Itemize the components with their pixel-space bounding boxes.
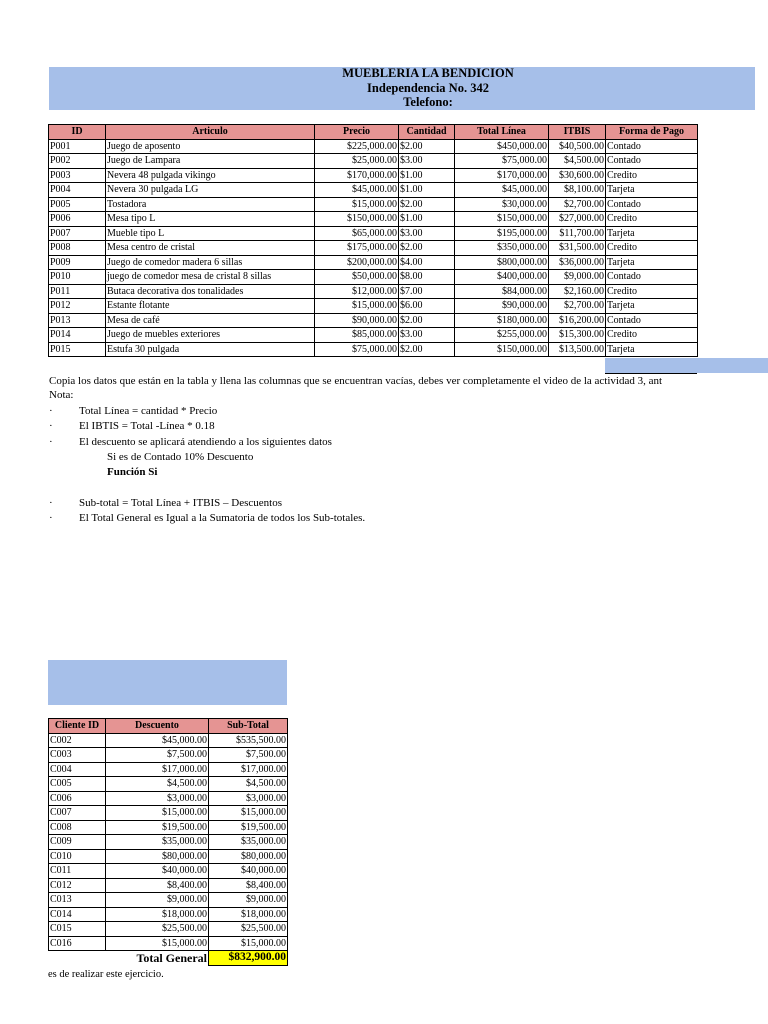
- cell-id[interactable]: P006: [49, 212, 106, 227]
- cell-forma-pago[interactable]: Contado: [606, 197, 698, 212]
- cell-precio[interactable]: $50,000.00: [315, 270, 399, 285]
- cell-cantidad[interactable]: $7.00: [399, 284, 455, 299]
- product-row: [49, 313, 698, 328]
- cell-total-linea[interactable]: $180,000.00: [455, 313, 549, 328]
- product-row: [49, 342, 698, 357]
- cell-articulo[interactable]: Estante flotante: [106, 299, 315, 314]
- cell-total-linea[interactable]: $150,000.00: [455, 212, 549, 227]
- side-band: [605, 358, 768, 373]
- cell-cantidad[interactable]: $1.00: [399, 183, 455, 198]
- cell-articulo[interactable]: Estufa 30 pulgada: [106, 342, 315, 357]
- cell-forma-pago[interactable]: Contado: [606, 139, 698, 154]
- col-header-descuento[interactable]: Descuento: [106, 719, 209, 734]
- store-address: Independencia No. 342: [367, 81, 489, 95]
- cell-articulo[interactable]: juego de comedor mesa de cristal 8 sillas: [106, 270, 315, 285]
- bullet-5: ·: [49, 512, 53, 524]
- product-row: [49, 139, 698, 154]
- cell-total-linea[interactable]: $75,000.00: [455, 154, 549, 169]
- cell-itbis[interactable]: $2,160.00: [549, 284, 606, 299]
- cell-total-linea[interactable]: $84,000.00: [455, 284, 549, 299]
- cell-itbis[interactable]: $36,000.00: [549, 255, 606, 270]
- cell-subtotal[interactable]: $535,500.00: [209, 733, 288, 748]
- col-header-forma-pago[interactable]: Forma de Pago: [606, 125, 698, 140]
- client-row: [49, 907, 288, 922]
- client-row: [49, 922, 288, 937]
- cell-forma-pago[interactable]: Tarjeta: [606, 299, 698, 314]
- cell-id[interactable]: P008: [49, 241, 106, 256]
- cell-id[interactable]: P002: [49, 154, 106, 169]
- bullet-1: ·: [49, 405, 53, 417]
- cell-cliente-id[interactable]: C012: [49, 878, 106, 893]
- cell-articulo[interactable]: Juego de muebles exteriores: [106, 328, 315, 343]
- cell-articulo[interactable]: Mueble tipo L: [106, 226, 315, 241]
- cell-articulo[interactable]: Tostadora: [106, 197, 315, 212]
- cell-cliente-id[interactable]: C003: [49, 748, 106, 763]
- cell-descuento[interactable]: $25,500.00: [106, 922, 209, 937]
- product-row: [49, 226, 698, 241]
- cell-articulo[interactable]: Mesa de café: [106, 313, 315, 328]
- cell-descuento[interactable]: $35,000.00: [106, 835, 209, 850]
- products-header-row: [49, 125, 698, 140]
- cell-precio[interactable]: $45,000.00: [315, 183, 399, 198]
- cell-id[interactable]: P010: [49, 270, 106, 285]
- cell-articulo[interactable]: Butaca decorativa dos tonalidades: [106, 284, 315, 299]
- client-row: [49, 820, 288, 835]
- clients-header-band: [48, 660, 287, 705]
- product-row: [49, 168, 698, 183]
- cell-total-linea[interactable]: $400,000.00: [455, 270, 549, 285]
- client-row: [49, 791, 288, 806]
- product-row: [49, 255, 698, 270]
- cell-forma-pago[interactable]: Tarjeta: [606, 255, 698, 270]
- instruction-funcion-si: Función Si: [107, 466, 158, 478]
- cell-cantidad[interactable]: $3.00: [399, 154, 455, 169]
- cell-subtotal[interactable]: $4,500.00: [209, 777, 288, 792]
- cell-precio[interactable]: $170,000.00: [315, 168, 399, 183]
- cell-cantidad[interactable]: $3.00: [399, 328, 455, 343]
- cell-cliente-id[interactable]: C004: [49, 762, 106, 777]
- cell-total-linea[interactable]: $90,000.00: [455, 299, 549, 314]
- bullet-2: ·: [49, 420, 53, 432]
- cell-total-linea[interactable]: $45,000.00: [455, 183, 549, 198]
- cell-forma-pago[interactable]: Credito: [606, 212, 698, 227]
- cell-itbis[interactable]: $2,700.00: [549, 299, 606, 314]
- cell-total-linea[interactable]: $170,000.00: [455, 168, 549, 183]
- products-table: [48, 124, 698, 357]
- product-row: [49, 197, 698, 212]
- cell-forma-pago[interactable]: Contado: [606, 313, 698, 328]
- cell-forma-pago[interactable]: Tarjeta: [606, 183, 698, 198]
- col-header-cantidad[interactable]: Cantidad: [399, 125, 455, 140]
- cell-forma-pago[interactable]: Tarjeta: [606, 226, 698, 241]
- cell-cantidad[interactable]: $2.00: [399, 139, 455, 154]
- cell-cliente-id[interactable]: C016: [49, 936, 106, 951]
- cell-descuento[interactable]: $80,000.00: [106, 849, 209, 864]
- cell-id[interactable]: P004: [49, 183, 106, 198]
- instructions-intro: Copia los datos que están en la tabla y llena las columnas que se encuentran vacías, debes ver completamente el video de la actividad 3, ant: [49, 375, 663, 387]
- cell-id[interactable]: P011: [49, 284, 106, 299]
- cell-cliente-id[interactable]: C009: [49, 835, 106, 850]
- cell-itbis[interactable]: $13,500.00: [549, 342, 606, 357]
- cell-precio[interactable]: $150,000.00: [315, 212, 399, 227]
- cell-descuento[interactable]: $40,000.00: [106, 864, 209, 879]
- cell-cantidad[interactable]: $2.00: [399, 342, 455, 357]
- cell-id[interactable]: P015: [49, 342, 106, 357]
- cell-id[interactable]: P003: [49, 168, 106, 183]
- instruction-descuento: El descuento se aplicará atendiendo a los siguientes datos: [79, 436, 332, 448]
- product-row: [49, 241, 698, 256]
- cell-descuento[interactable]: $45,000.00: [106, 733, 209, 748]
- cell-cantidad[interactable]: $1.00: [399, 168, 455, 183]
- client-row: [49, 893, 288, 908]
- instruction-total-linea: Total Línea = cantidad * Precio: [79, 405, 218, 417]
- cell-subtotal[interactable]: $15,000.00: [209, 936, 288, 951]
- cell-subtotal[interactable]: $40,000.00: [209, 864, 288, 879]
- cell-subtotal[interactable]: $3,000.00: [209, 791, 288, 806]
- instructions-nota: Nota:: [49, 389, 74, 401]
- store-phone-label: Telefono:: [403, 95, 453, 109]
- cell-subtotal[interactable]: $8,400.00: [209, 878, 288, 893]
- cell-subtotal[interactable]: $17,000.00: [209, 762, 288, 777]
- instructions-continuation: es de realizar este ejercicio.: [48, 969, 164, 980]
- cell-articulo[interactable]: Juego de Lampara: [106, 154, 315, 169]
- cell-descuento[interactable]: $7,500.00: [106, 748, 209, 763]
- cell-itbis[interactable]: $11,700.00: [549, 226, 606, 241]
- cell-cliente-id[interactable]: C013: [49, 893, 106, 908]
- cell-articulo[interactable]: Mesa tipo L: [106, 212, 315, 227]
- client-row: [49, 936, 288, 951]
- cell-itbis[interactable]: $2,700.00: [549, 197, 606, 212]
- col-header-itbis[interactable]: ITBIS: [549, 125, 606, 140]
- cell-cantidad[interactable]: $2.00: [399, 313, 455, 328]
- cell-articulo[interactable]: Mesa centro de cristal: [106, 241, 315, 256]
- cell-precio[interactable]: $75,000.00: [315, 342, 399, 357]
- bullet-3: ·: [49, 436, 53, 448]
- cell-id[interactable]: P007: [49, 226, 106, 241]
- total-general-row: [49, 951, 288, 966]
- cell-subtotal[interactable]: $18,000.00: [209, 907, 288, 922]
- cell-total-linea[interactable]: $255,000.00: [455, 328, 549, 343]
- cell-total-linea[interactable]: $350,000.00: [455, 241, 549, 256]
- cell-descuento[interactable]: $4,500.00: [106, 777, 209, 792]
- client-row: [49, 864, 288, 879]
- cell-descuento[interactable]: $15,000.00: [106, 806, 209, 821]
- cell-cantidad[interactable]: $2.00: [399, 197, 455, 212]
- instruction-itbis: El IBTIS = Total -Línea * 0.18: [79, 420, 215, 432]
- col-header-articulo[interactable]: Articulo: [106, 125, 315, 140]
- cell-descuento[interactable]: $15,000.00: [106, 936, 209, 951]
- cell-forma-pago[interactable]: Credito: [606, 284, 698, 299]
- col-header-cliente-id[interactable]: Cliente ID: [49, 719, 106, 734]
- cell-precio[interactable]: $25,000.00: [315, 154, 399, 169]
- cell-precio[interactable]: $12,000.00: [315, 284, 399, 299]
- product-row: [49, 299, 698, 314]
- cell-total-linea[interactable]: $30,000.00: [455, 197, 549, 212]
- total-general-value[interactable]: $832,900.00: [209, 951, 288, 966]
- cell-cantidad[interactable]: $4.00: [399, 255, 455, 270]
- product-row: [49, 270, 698, 285]
- cell-precio[interactable]: $90,000.00: [315, 313, 399, 328]
- cell-cantidad[interactable]: $2.00: [399, 241, 455, 256]
- cell-cliente-id[interactable]: C006: [49, 791, 106, 806]
- cell-cliente-id[interactable]: C005: [49, 777, 106, 792]
- client-row: [49, 878, 288, 893]
- product-row: [49, 328, 698, 343]
- cell-itbis[interactable]: $30,600.00: [549, 168, 606, 183]
- cell-subtotal[interactable]: $7,500.00: [209, 748, 288, 763]
- cell-cliente-id[interactable]: C011: [49, 864, 106, 879]
- cell-total-linea[interactable]: $800,000.00: [455, 255, 549, 270]
- cell-id[interactable]: P013: [49, 313, 106, 328]
- col-header-subtotal[interactable]: Sub-Total: [209, 719, 288, 734]
- cell-cantidad[interactable]: $3.00: [399, 226, 455, 241]
- cell-id[interactable]: P014: [49, 328, 106, 343]
- cell-id[interactable]: P012: [49, 299, 106, 314]
- instruction-total-general: El Total General es Igual a la Sumatoria de todos los Sub-totales.: [79, 512, 366, 524]
- cell-descuento[interactable]: $3,000.00: [106, 791, 209, 806]
- cell-id[interactable]: P009: [49, 255, 106, 270]
- client-row: [49, 849, 288, 864]
- cell-itbis[interactable]: $40,500.00: [549, 139, 606, 154]
- total-general-label: Total General: [136, 950, 207, 965]
- cell-forma-pago[interactable]: Credito: [606, 328, 698, 343]
- cell-precio[interactable]: $175,000.00: [315, 241, 399, 256]
- cell-descuento[interactable]: $8,400.00: [106, 878, 209, 893]
- col-header-id[interactable]: ID: [49, 125, 106, 140]
- cell-cantidad[interactable]: $1.00: [399, 212, 455, 227]
- cell-cliente-id[interactable]: C002: [49, 733, 106, 748]
- cell-cantidad[interactable]: $6.00: [399, 299, 455, 314]
- client-row: [49, 762, 288, 777]
- store-title: MUEBLERIA LA BENDICION: [342, 66, 514, 80]
- cell-total-linea[interactable]: $150,000.00: [455, 342, 549, 357]
- client-row: [49, 748, 288, 763]
- cell-precio[interactable]: $15,000.00: [315, 197, 399, 212]
- clients-header-row: [49, 719, 288, 734]
- cell-articulo[interactable]: Nevera 48 pulgada vikingo: [106, 168, 315, 183]
- cell-itbis[interactable]: $9,000.00: [549, 270, 606, 285]
- cell-precio[interactable]: $85,000.00: [315, 328, 399, 343]
- cell-cliente-id[interactable]: C007: [49, 806, 106, 821]
- cell-forma-pago[interactable]: Contado: [606, 154, 698, 169]
- instruction-descuento-contado: Si es de Contado 10% Descuento: [107, 451, 254, 463]
- cell-subtotal[interactable]: $35,000.00: [209, 835, 288, 850]
- cell-itbis[interactable]: $31,500.00: [549, 241, 606, 256]
- cell-subtotal[interactable]: $19,500.00: [209, 820, 288, 835]
- cell-cliente-id[interactable]: C015: [49, 922, 106, 937]
- cell-forma-pago[interactable]: Contado: [606, 270, 698, 285]
- cell-cantidad[interactable]: $8.00: [399, 270, 455, 285]
- cell-precio[interactable]: $200,000.00: [315, 255, 399, 270]
- side-divider: [605, 373, 697, 374]
- cell-itbis[interactable]: $27,000.00: [549, 212, 606, 227]
- client-row: [49, 835, 288, 850]
- cell-forma-pago[interactable]: Credito: [606, 241, 698, 256]
- cell-precio[interactable]: $65,000.00: [315, 226, 399, 241]
- cell-total-linea[interactable]: $195,000.00: [455, 226, 549, 241]
- cell-descuento[interactable]: $9,000.00: [106, 893, 209, 908]
- cell-forma-pago[interactable]: Tarjeta: [606, 342, 698, 357]
- clients-table: [48, 718, 288, 966]
- bullet-4: ·: [49, 497, 53, 509]
- cell-articulo[interactable]: Nevera 30 pulgada LG: [106, 183, 315, 198]
- cell-descuento[interactable]: $18,000.00: [106, 907, 209, 922]
- cell-cliente-id[interactable]: C014: [49, 907, 106, 922]
- product-row: [49, 154, 698, 169]
- cell-id[interactable]: P005: [49, 197, 106, 212]
- cell-subtotal[interactable]: $80,000.00: [209, 849, 288, 864]
- cell-articulo[interactable]: Juego de comedor madera 6 sillas: [106, 255, 315, 270]
- cell-subtotal[interactable]: $25,500.00: [209, 922, 288, 937]
- cell-itbis[interactable]: $4,500.00: [549, 154, 606, 169]
- cell-precio[interactable]: $15,000.00: [315, 299, 399, 314]
- cell-subtotal[interactable]: $9,000.00: [209, 893, 288, 908]
- cell-cliente-id[interactable]: C008: [49, 820, 106, 835]
- cell-itbis[interactable]: $15,300.00: [549, 328, 606, 343]
- instruction-subtotal: Sub-total = Total Línea + ITBIS – Descuentos: [79, 497, 282, 509]
- client-row: [49, 806, 288, 821]
- cell-precio[interactable]: $225,000.00: [315, 139, 399, 154]
- product-row: [49, 212, 698, 227]
- col-header-total-linea[interactable]: Total Línea: [455, 125, 549, 140]
- product-row: [49, 284, 698, 299]
- product-row: [49, 183, 698, 198]
- cell-descuento[interactable]: $19,500.00: [106, 820, 209, 835]
- cell-subtotal[interactable]: $15,000.00: [209, 806, 288, 821]
- cell-forma-pago[interactable]: Credito: [606, 168, 698, 183]
- cell-descuento[interactable]: $17,000.00: [106, 762, 209, 777]
- cell-itbis[interactable]: $16,200.00: [549, 313, 606, 328]
- cell-total-linea[interactable]: $450,000.00: [455, 139, 549, 154]
- client-row: [49, 777, 288, 792]
- client-row: [49, 733, 288, 748]
- cell-articulo[interactable]: Juego de aposento: [106, 139, 315, 154]
- col-header-precio[interactable]: Precio: [315, 125, 399, 140]
- cell-cliente-id[interactable]: C010: [49, 849, 106, 864]
- cell-itbis[interactable]: $8,100.00: [549, 183, 606, 198]
- cell-id[interactable]: P001: [49, 139, 106, 154]
